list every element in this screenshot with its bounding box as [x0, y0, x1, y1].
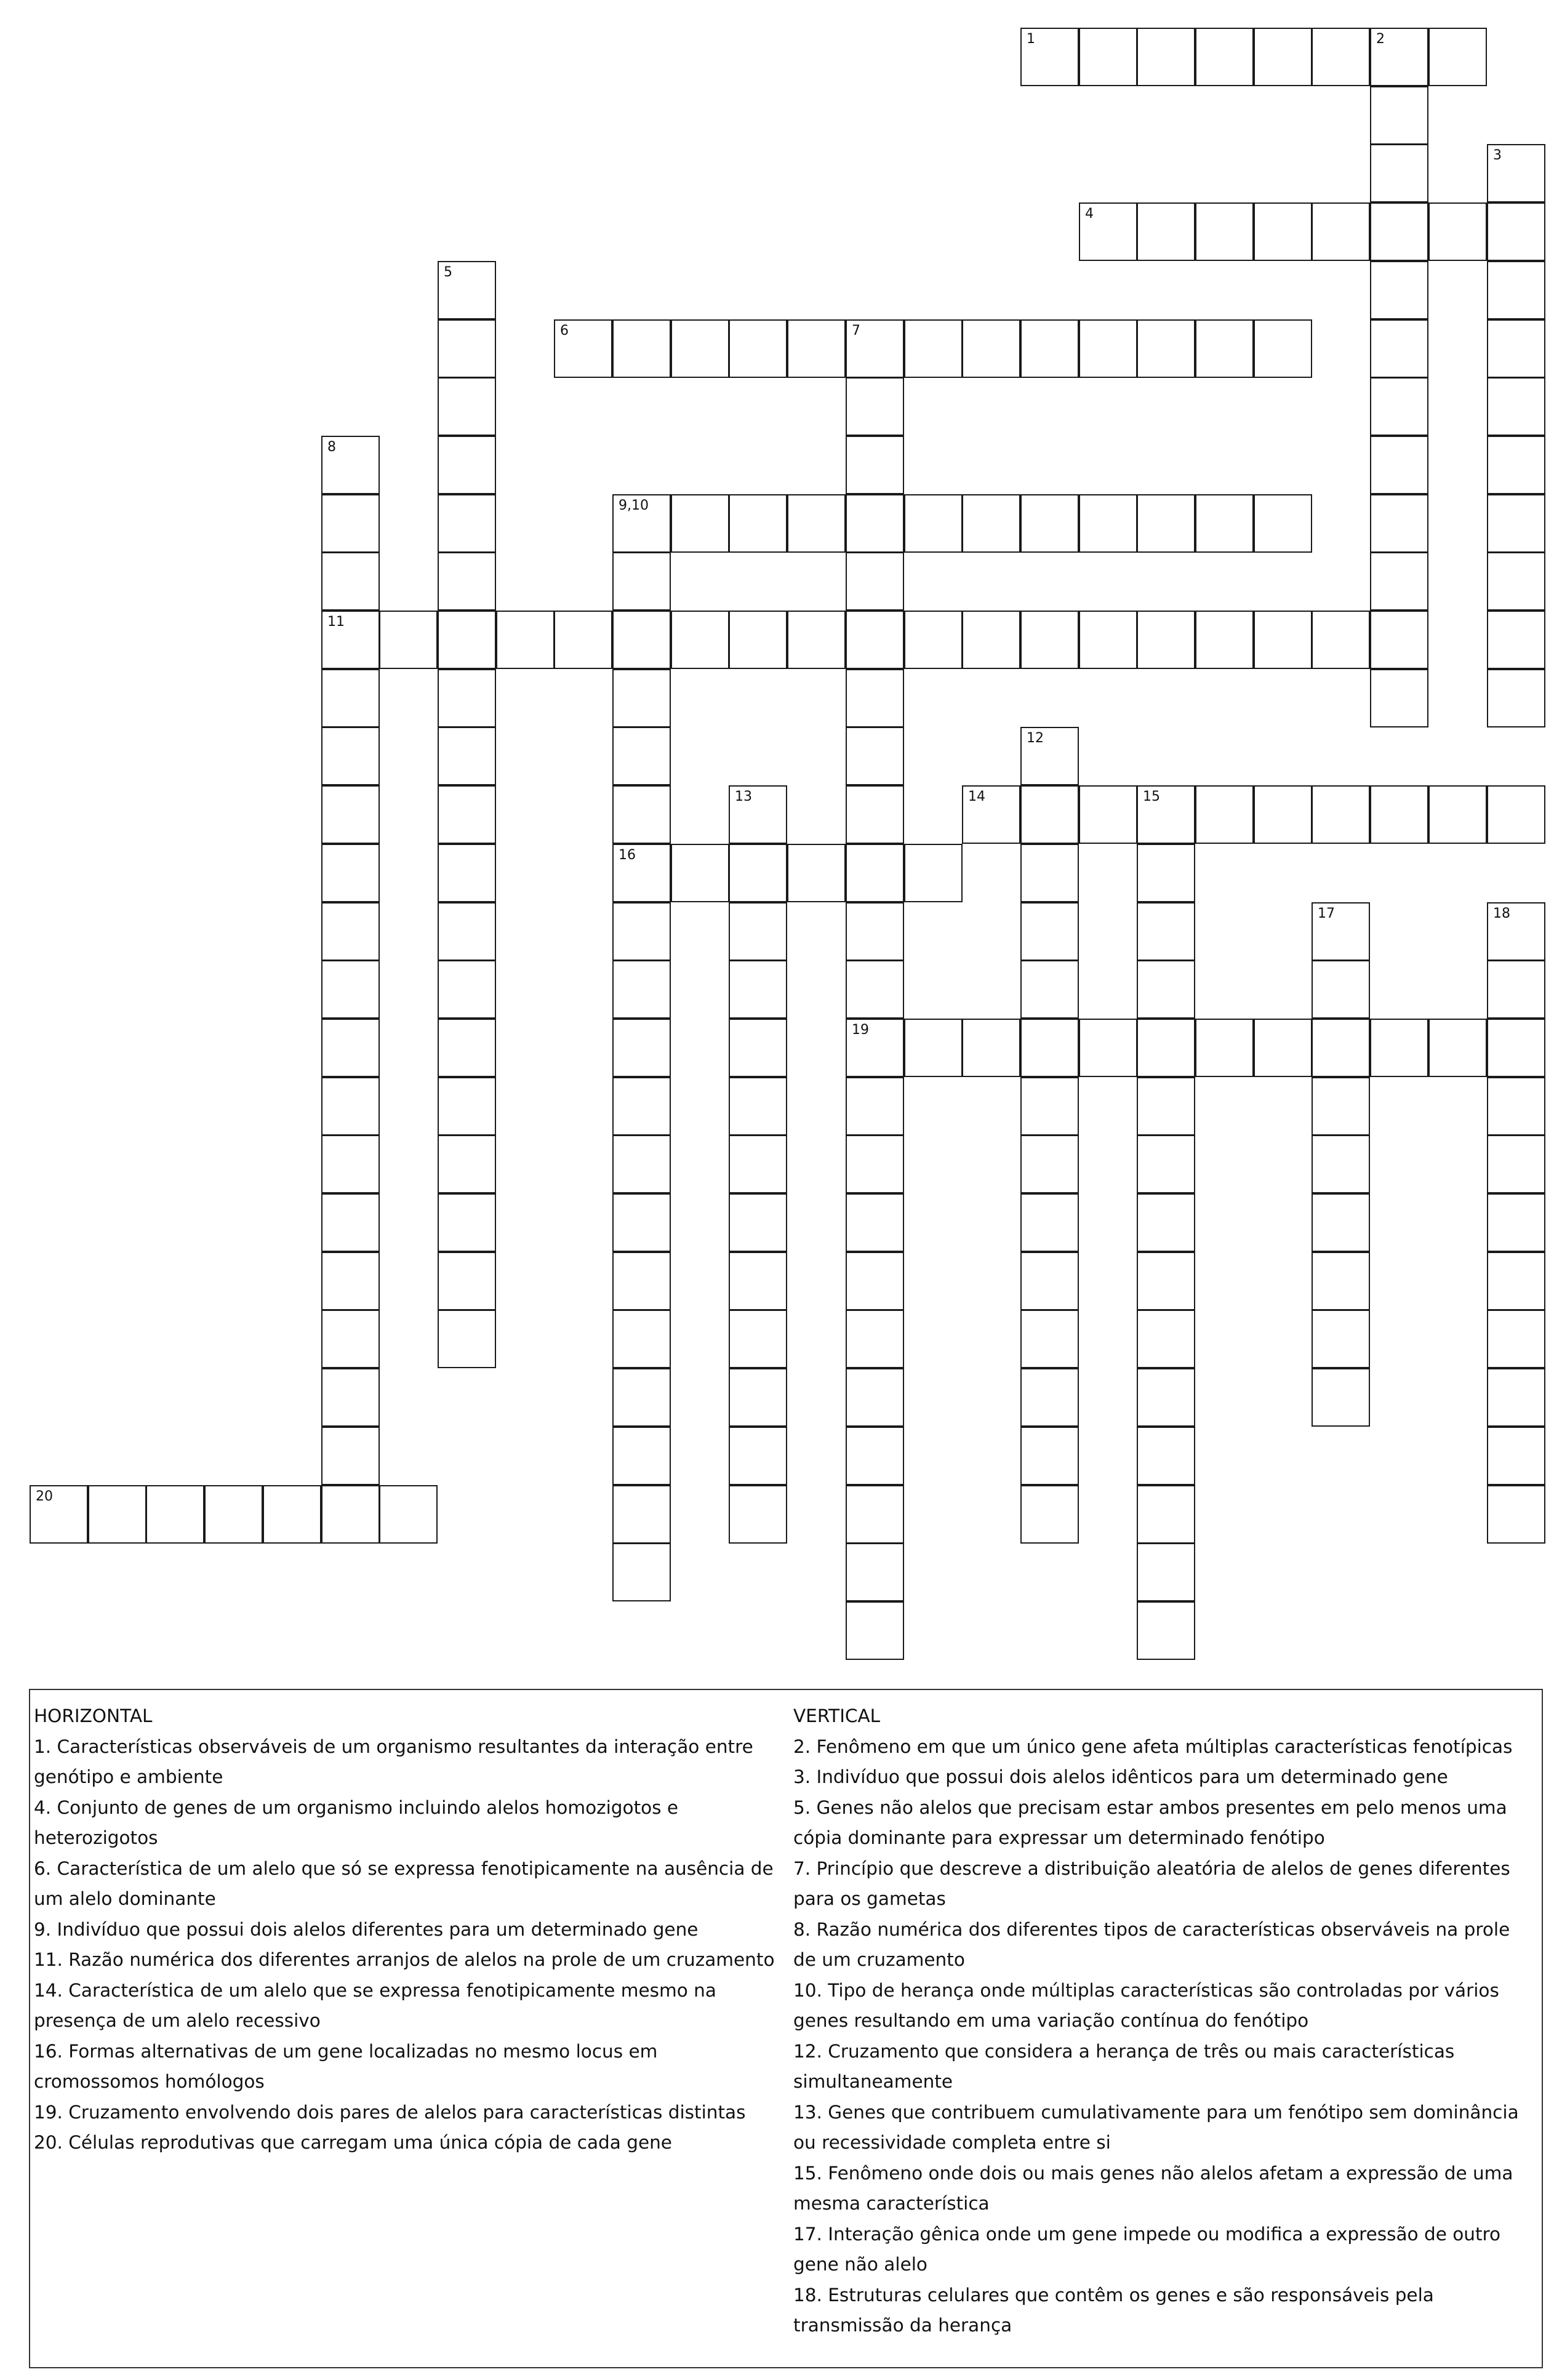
grid-cell[interactable]: [1020, 785, 1079, 844]
grid-cell[interactable]: [438, 727, 496, 785]
grid-cell[interactable]: [904, 319, 963, 378]
grid-cell[interactable]: [1137, 611, 1195, 669]
grid-cell[interactable]: [612, 1135, 671, 1193]
grid-cell[interactable]: [379, 611, 438, 669]
grid-cell[interactable]: [321, 1252, 380, 1310]
grid-cell[interactable]: [1020, 319, 1079, 378]
grid-cell[interactable]: [1020, 1077, 1079, 1136]
clue-number: 16: [619, 847, 636, 863]
grid-cell[interactable]: [612, 785, 671, 844]
grid-cell[interactable]: [904, 494, 963, 553]
grid-cell[interactable]: [729, 902, 787, 961]
grid-cell[interactable]: [904, 611, 963, 669]
grid-cell[interactable]: [612, 1310, 671, 1368]
grid-cell[interactable]: [612, 1543, 671, 1601]
clue-number: 8: [327, 439, 336, 455]
grid-cell[interactable]: [729, 960, 787, 1019]
grid-cell[interactable]: [1020, 1485, 1079, 1544]
grid-cell[interactable]: [1137, 1252, 1195, 1310]
grid-cell[interactable]: [846, 844, 904, 902]
grid-cell[interactable]: [321, 611, 380, 669]
grid-cell[interactable]: [1370, 261, 1428, 319]
grid-cell[interactable]: [1487, 669, 1545, 727]
grid-cell[interactable]: [1020, 494, 1079, 553]
grid-cell[interactable]: [962, 494, 1020, 553]
grid-cell[interactable]: [1137, 1135, 1195, 1193]
across-clue: 1. Características observáveis de um organismo resultantes da interação entre genótipo e ambiente: [34, 1736, 753, 1787]
grid-cell[interactable]: [321, 785, 380, 844]
grid-cell[interactable]: [1312, 960, 1370, 1019]
down-clue: 17. Interação gênica onde um gene impede ou modifica a expressão de outro gene não alelo: [793, 2223, 1501, 2275]
grid-cell[interactable]: [846, 1077, 904, 1136]
grid-cell[interactable]: [321, 1077, 380, 1136]
grid-cell[interactable]: [671, 844, 729, 902]
grid-cell[interactable]: [787, 494, 846, 553]
grid-cell[interactable]: [1137, 28, 1195, 86]
grid-cell[interactable]: [1195, 611, 1254, 669]
grid-cell[interactable]: [846, 1601, 904, 1660]
grid-cell[interactable]: [1487, 1310, 1545, 1368]
grid-cell[interactable]: [1312, 1077, 1370, 1136]
grid-cell[interactable]: [846, 785, 904, 844]
grid-cell[interactable]: [438, 844, 496, 902]
grid-cell[interactable]: [204, 1485, 263, 1544]
grid-cell[interactable]: [729, 785, 787, 844]
grid-cell[interactable]: [438, 611, 496, 669]
grid-cell[interactable]: [321, 1019, 380, 1077]
grid-cell[interactable]: [846, 1485, 904, 1544]
grid-cell[interactable]: [1312, 28, 1370, 86]
down-clue: 8. Razão numérica dos diferentes tipos de características observáveis na prole de um cruzamento: [793, 1918, 1510, 1970]
grid-cell[interactable]: [612, 1485, 671, 1544]
across-clue: 6. Característica de um alelo que só se expressa fenotipicamente na ausência de um alelo dominante: [34, 1857, 774, 1909]
grid-cell[interactable]: [846, 1193, 904, 1252]
across-clue: 11. Razão numérica dos diferentes arranjos de alelos na prole de um cruzamento: [34, 1949, 775, 1970]
grid-cell[interactable]: [1020, 844, 1079, 902]
grid-cell[interactable]: [846, 377, 904, 436]
grid-cell[interactable]: [612, 669, 671, 727]
grid-cell[interactable]: [1487, 144, 1545, 202]
grid-cell[interactable]: [321, 844, 380, 902]
grid-cell[interactable]: [438, 1310, 496, 1368]
grid-cell[interactable]: [321, 727, 380, 785]
grid-cell[interactable]: [1020, 1368, 1079, 1427]
grid-cell[interactable]: [1487, 436, 1545, 494]
grid-cell[interactable]: [1370, 785, 1428, 844]
grid-cell[interactable]: [1370, 28, 1428, 86]
down-clue: 3. Indivíduo que possui dois alelos idênticos para um determinado gene: [793, 1766, 1448, 1787]
grid-cell[interactable]: [1370, 552, 1428, 611]
grid-cell[interactable]: [1312, 902, 1370, 961]
grid-cell[interactable]: [1487, 377, 1545, 436]
down-clues: [793, 1701, 1532, 2341]
grid-cell[interactable]: [30, 1485, 88, 1544]
across-title: HORIZONTAL: [34, 1705, 153, 1726]
grid-cell[interactable]: [1079, 1019, 1137, 1077]
grid-cell[interactable]: [438, 1019, 496, 1077]
grid-cell[interactable]: [1079, 494, 1137, 553]
grid-cell[interactable]: [1370, 1019, 1428, 1077]
grid-cell[interactable]: [321, 1485, 380, 1544]
grid-cell[interactable]: [1312, 785, 1370, 844]
grid-cell[interactable]: [1079, 319, 1137, 378]
down-clue: 7. Princípio que descreve a distribuição aleatória de alelos de genes diferentes para os gametas: [793, 1857, 1510, 1909]
grid-cell[interactable]: [671, 319, 729, 378]
grid-cell[interactable]: [1487, 1368, 1545, 1427]
grid-cell[interactable]: [1079, 202, 1137, 261]
clue-number: 15: [1143, 789, 1160, 804]
grid-cell[interactable]: [1487, 1252, 1545, 1310]
grid-cell[interactable]: [1487, 1019, 1545, 1077]
grid-cell[interactable]: [612, 1193, 671, 1252]
clues-box: [29, 1689, 1543, 2368]
grid-cell[interactable]: [1487, 1427, 1545, 1485]
grid-cell[interactable]: [1020, 902, 1079, 961]
grid-cell[interactable]: [729, 1193, 787, 1252]
grid-cell[interactable]: [612, 960, 671, 1019]
clue-number: 14: [968, 789, 985, 804]
grid-cell[interactable]: [612, 494, 671, 553]
grid-cell[interactable]: [1137, 902, 1195, 961]
grid-cell[interactable]: [1312, 611, 1370, 669]
grid-cell[interactable]: [438, 377, 496, 436]
clue-number: 4: [1085, 206, 1094, 222]
clue-number: 19: [852, 1022, 869, 1038]
grid-cell[interactable]: [671, 494, 729, 553]
grid-cell[interactable]: [1370, 319, 1428, 378]
grid-cell[interactable]: [729, 1427, 787, 1485]
grid-cell[interactable]: [612, 1368, 671, 1427]
clue-number: 7: [852, 323, 860, 339]
grid-cell[interactable]: [1487, 1193, 1545, 1252]
clue-number: 2: [1376, 31, 1385, 47]
grid-cell[interactable]: [1370, 611, 1428, 669]
grid-cell[interactable]: [321, 669, 380, 727]
grid-cell[interactable]: [1137, 202, 1195, 261]
grid-cell[interactable]: [846, 1252, 904, 1310]
grid-cell[interactable]: [1137, 844, 1195, 902]
grid-cell[interactable]: [846, 1310, 904, 1368]
grid-cell[interactable]: [962, 319, 1020, 378]
grid-cell[interactable]: [729, 844, 787, 902]
grid-cell[interactable]: [1254, 611, 1312, 669]
grid-cell[interactable]: [438, 1135, 496, 1193]
grid-cell[interactable]: [1020, 611, 1079, 669]
clue-number: 17: [1318, 906, 1335, 921]
grid-cell[interactable]: [612, 611, 671, 669]
across-clue: 4. Conjunto de genes de um organismo incluindo alelos homozigotos e heterozigotos: [34, 1797, 679, 1848]
grid-cell[interactable]: [1020, 28, 1079, 86]
grid-cell[interactable]: [612, 552, 671, 611]
grid-cell[interactable]: [1312, 1252, 1370, 1310]
grid-cell[interactable]: [1487, 1077, 1545, 1136]
grid-cell[interactable]: [729, 1252, 787, 1310]
grid-cell[interactable]: [321, 494, 380, 553]
grid-cell[interactable]: [1137, 1310, 1195, 1368]
across-clue: 9. Indivíduo que possui dois alelos diferentes para um determinado gene: [34, 1918, 699, 1940]
grid-cell[interactable]: [729, 1368, 787, 1427]
grid-cell[interactable]: [1254, 202, 1312, 261]
grid-cell[interactable]: [787, 844, 846, 902]
grid-cell[interactable]: [1020, 960, 1079, 1019]
grid-cell[interactable]: [379, 1485, 438, 1544]
grid-cell[interactable]: [1370, 436, 1428, 494]
grid-cell[interactable]: [554, 319, 612, 378]
across-clues: [34, 1701, 782, 2158]
grid-cell[interactable]: [729, 319, 787, 378]
grid-cell[interactable]: [1428, 28, 1487, 86]
grid-cell[interactable]: [846, 494, 904, 553]
down-clue: 18. Estruturas celulares que contêm os genes e são responsáveis pela transmissão da herança: [793, 2284, 1434, 2336]
grid-cell[interactable]: [1137, 1019, 1195, 1077]
grid-cell[interactable]: [1487, 902, 1545, 961]
grid-cell[interactable]: [321, 960, 380, 1019]
grid-cell[interactable]: [612, 902, 671, 961]
grid-cell[interactable]: [1137, 1368, 1195, 1427]
grid-cell[interactable]: [1020, 1427, 1079, 1485]
grid-cell[interactable]: [846, 1427, 904, 1485]
grid-cell[interactable]: [1370, 669, 1428, 727]
grid-cell[interactable]: [1487, 319, 1545, 378]
grid-cell[interactable]: [1020, 1135, 1079, 1193]
grid-cell[interactable]: [1487, 202, 1545, 261]
grid-cell[interactable]: [146, 1485, 204, 1544]
grid-cell[interactable]: [962, 611, 1020, 669]
grid-cell[interactable]: [1487, 552, 1545, 611]
grid-cell[interactable]: [1137, 785, 1195, 844]
grid-cell[interactable]: [846, 1019, 904, 1077]
grid-cell[interactable]: [1312, 1019, 1370, 1077]
grid-cell[interactable]: [1020, 1019, 1079, 1077]
grid-cell[interactable]: [612, 1019, 671, 1077]
grid-cell[interactable]: [1312, 1310, 1370, 1368]
grid-cell[interactable]: [496, 611, 555, 669]
grid-cell[interactable]: [438, 960, 496, 1019]
grid-cell[interactable]: [729, 1485, 787, 1544]
grid-cell[interactable]: [962, 785, 1020, 844]
clue-number: 20: [36, 1489, 53, 1504]
grid-cell[interactable]: [846, 552, 904, 611]
across-clue: 16. Formas alternativas de um gene localizadas no mesmo locus em cromossomos homólogos: [34, 2040, 658, 2092]
grid-cell[interactable]: [438, 436, 496, 494]
grid-cell[interactable]: [1254, 494, 1312, 553]
grid-cell[interactable]: [1137, 494, 1195, 553]
grid-cell[interactable]: [1428, 785, 1487, 844]
grid-cell[interactable]: [1020, 1310, 1079, 1368]
grid-cell[interactable]: [1195, 202, 1254, 261]
grid-cell[interactable]: [904, 1019, 963, 1077]
grid-cell[interactable]: [1487, 261, 1545, 319]
grid-cell[interactable]: [438, 1077, 496, 1136]
across-clue: 20. Células reprodutivas que carregam uma única cópia de cada gene: [34, 2132, 672, 2153]
grid-cell[interactable]: [438, 552, 496, 611]
grid-cell[interactable]: [729, 494, 787, 553]
down-clue: 12. Cruzamento que considera a herança de três ou mais características simultaneamente: [793, 2040, 1455, 2092]
grid-cell[interactable]: [1079, 611, 1137, 669]
grid-cell[interactable]: [321, 1193, 380, 1252]
grid-cell[interactable]: [88, 1485, 146, 1544]
down-clue: 13. Genes que contribuem cumulativamente para um fenótipo sem dominância ou recessividade completa entre si: [793, 2101, 1519, 2153]
grid-cell[interactable]: [846, 436, 904, 494]
grid-cell[interactable]: [1428, 202, 1487, 261]
grid-cell[interactable]: [263, 1485, 321, 1544]
grid-cell[interactable]: [846, 319, 904, 378]
grid-cell[interactable]: [438, 669, 496, 727]
grid-cell[interactable]: [321, 902, 380, 961]
grid-cell[interactable]: [1195, 319, 1254, 378]
grid-cell[interactable]: [438, 261, 496, 319]
grid-cell[interactable]: [1195, 1019, 1254, 1077]
grid-cell[interactable]: [729, 1077, 787, 1136]
grid-cell[interactable]: [612, 1252, 671, 1310]
grid-cell[interactable]: [846, 960, 904, 1019]
grid-cell[interactable]: [787, 319, 846, 378]
grid-cell[interactable]: [1254, 28, 1312, 86]
grid-cell[interactable]: [1020, 727, 1079, 785]
grid-cell[interactable]: [846, 669, 904, 727]
grid-cell[interactable]: [1487, 960, 1545, 1019]
clue-number: 1: [1027, 31, 1035, 47]
grid-cell[interactable]: [1254, 1019, 1312, 1077]
grid-cell[interactable]: [1195, 785, 1254, 844]
clue-number: 11: [327, 614, 345, 630]
grid-cell[interactable]: [321, 1310, 380, 1368]
down-clue: 15. Fenômeno onde dois ou mais genes não alelos afetam a expressão de uma mesma característica: [793, 2162, 1513, 2214]
grid-cell[interactable]: [1137, 1427, 1195, 1485]
grid-cell[interactable]: [1428, 1019, 1487, 1077]
grid-cell[interactable]: [1195, 494, 1254, 553]
grid-cell[interactable]: [1487, 611, 1545, 669]
grid-cell[interactable]: [846, 902, 904, 961]
grid-cell[interactable]: [612, 844, 671, 902]
grid-cell[interactable]: [729, 1019, 787, 1077]
down-title: VERTICAL: [793, 1705, 881, 1726]
grid-cell[interactable]: [438, 494, 496, 553]
grid-cell[interactable]: [962, 1019, 1020, 1077]
grid-cell[interactable]: [1137, 1543, 1195, 1601]
down-clue: 10. Tipo de herança onde múltiplas características são controladas por vários genes resultando em uma variação contínua do fenótipo: [793, 1979, 1499, 2031]
grid-cell[interactable]: [1137, 1077, 1195, 1136]
grid-cell[interactable]: [846, 1368, 904, 1427]
clue-number: 3: [1493, 148, 1502, 163]
grid-cell[interactable]: [671, 611, 729, 669]
grid-cell[interactable]: [787, 611, 846, 669]
grid-cell[interactable]: [612, 727, 671, 785]
grid-cell[interactable]: [438, 1193, 496, 1252]
grid-cell[interactable]: [1137, 1485, 1195, 1544]
grid-cell[interactable]: [1079, 785, 1137, 844]
grid-cell[interactable]: [1254, 319, 1312, 378]
grid-cell[interactable]: [846, 1135, 904, 1193]
grid-cell[interactable]: [612, 1427, 671, 1485]
grid-cell[interactable]: [846, 727, 904, 785]
grid-cell[interactable]: [1370, 144, 1428, 202]
grid-cell[interactable]: [1195, 28, 1254, 86]
grid-cell[interactable]: [1370, 494, 1428, 553]
grid-cell[interactable]: [1370, 86, 1428, 145]
grid-cell[interactable]: [438, 1252, 496, 1310]
grid-cell[interactable]: [321, 1427, 380, 1485]
grid-cell[interactable]: [1487, 1485, 1545, 1544]
grid-cell[interactable]: [321, 552, 380, 611]
grid-cell[interactable]: [846, 1543, 904, 1601]
grid-cell[interactable]: [1137, 1601, 1195, 1660]
down-clue: 5. Genes não alelos que precisam estar ambos presentes em pelo menos uma cópia dominante para expressar um determinado fenótipo: [793, 1797, 1507, 1848]
clue-number: 18: [1493, 906, 1510, 921]
grid-cell[interactable]: [438, 785, 496, 844]
grid-cell[interactable]: [321, 1368, 380, 1427]
grid-cell[interactable]: [612, 1077, 671, 1136]
clue-number: 13: [735, 789, 752, 804]
grid-cell[interactable]: [1137, 960, 1195, 1019]
grid-cell[interactable]: [1370, 202, 1428, 261]
grid-cell[interactable]: [1370, 377, 1428, 436]
grid-cell[interactable]: [1312, 1135, 1370, 1193]
clue-number: 9,10: [619, 498, 649, 513]
grid-cell[interactable]: [438, 319, 496, 378]
grid-cell[interactable]: [1312, 1368, 1370, 1427]
grid-cell[interactable]: [1137, 1193, 1195, 1252]
grid-cell[interactable]: [1137, 319, 1195, 378]
across-clue: 14. Característica de um alelo que se expressa fenotipicamente mesmo na presença de um alelo recessivo: [34, 1979, 716, 2031]
grid-cell[interactable]: [1312, 202, 1370, 261]
grid-cell[interactable]: [729, 611, 787, 669]
grid-cell[interactable]: [1312, 1193, 1370, 1252]
grid-cell[interactable]: [1487, 494, 1545, 553]
grid-cell[interactable]: [729, 1135, 787, 1193]
grid-cell[interactable]: [1254, 785, 1312, 844]
grid-cell[interactable]: [1020, 1193, 1079, 1252]
grid-cell[interactable]: [1487, 1135, 1545, 1193]
down-clue: 2. Fenômeno em que um único gene afeta múltiplas características fenotípicas: [793, 1736, 1513, 1757]
grid-cell[interactable]: [321, 1135, 380, 1193]
grid-cell[interactable]: [612, 319, 671, 378]
clue-number: 12: [1027, 731, 1044, 746]
grid-cell[interactable]: [554, 611, 612, 669]
grid-cell[interactable]: [846, 611, 904, 669]
clue-number: 5: [444, 265, 452, 280]
across-clue: 19. Cruzamento envolvendo dois pares de alelos para características distintas: [34, 2101, 746, 2123]
clue-number: 6: [560, 323, 569, 339]
grid-cell[interactable]: [1020, 1252, 1079, 1310]
grid-cell[interactable]: [904, 844, 963, 902]
grid-cell[interactable]: [1487, 785, 1545, 844]
grid-cell[interactable]: [1079, 28, 1137, 86]
grid-cell[interactable]: [438, 902, 496, 961]
grid-cell[interactable]: [321, 436, 380, 494]
grid-cell[interactable]: [729, 1310, 787, 1368]
